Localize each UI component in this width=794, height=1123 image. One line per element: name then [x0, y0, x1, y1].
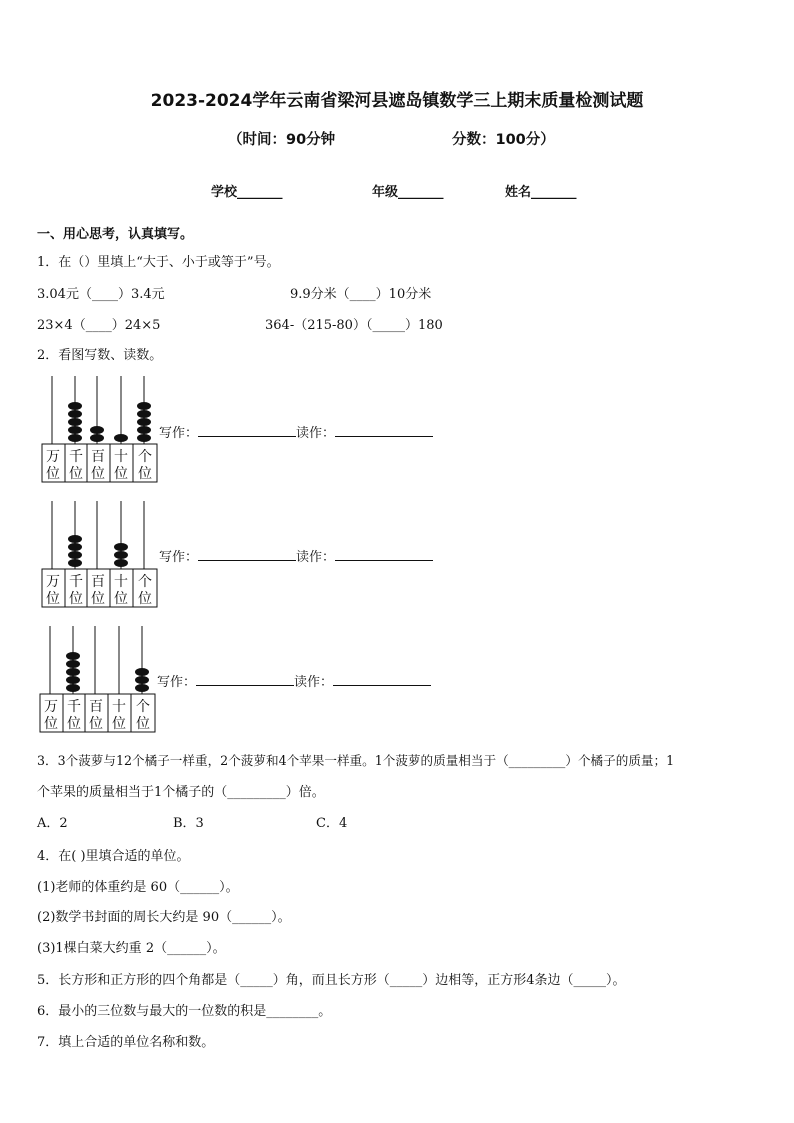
write-blank[interactable]: [196, 673, 294, 686]
q1-item-d[interactable]: 364-（215-80）（_____）180: [265, 318, 443, 333]
svg-text:万: 万: [44, 699, 58, 715]
place-value-labels: [44, 699, 150, 732]
q2-stem: 2．看图写数、读数。: [37, 348, 163, 363]
place-value-labels: [46, 574, 152, 607]
q3-option-a[interactable]: A．2: [37, 816, 68, 831]
grade-field[interactable]: 年级_______: [372, 185, 444, 200]
svg-text:千: 千: [67, 699, 81, 715]
write-label: 写作：: [159, 550, 199, 565]
page-title: 2023-2024学年云南省梁河县遮岛镇数学三上期末质量检测试题: [150, 91, 644, 111]
svg-text:百: 百: [91, 574, 105, 590]
svg-text:十: 十: [112, 699, 126, 715]
read-label: 读作：: [294, 675, 334, 690]
section-heading: 一、用心思考，认真填写。: [37, 227, 194, 242]
svg-text:百: 百: [91, 449, 105, 465]
q7: 7．填上合适的单位名称和数。: [37, 1035, 215, 1050]
svg-text:位: 位: [69, 591, 83, 607]
read-blank[interactable]: [333, 673, 431, 686]
svg-text:个: 个: [138, 449, 152, 465]
q1-stem: 1．在（）里填上“大于、小于或等于”号。: [37, 255, 280, 270]
abacus-2: [40, 497, 162, 609]
name-field[interactable]: 姓名_______: [505, 185, 577, 200]
write-label: 写作：: [157, 675, 197, 690]
svg-text:位: 位: [91, 591, 105, 607]
exam-time: （时间：90分钟: [228, 132, 336, 148]
q1-item-a[interactable]: 3.04元（____）3.4元: [37, 287, 165, 302]
abacus-1: [40, 372, 162, 484]
svg-text:万: 万: [46, 574, 60, 590]
svg-text:位: 位: [46, 591, 60, 607]
abacus-beads: [68, 402, 151, 442]
write-blank[interactable]: [198, 548, 296, 561]
q3-line-2[interactable]: 个苹果的质量相当于1个橘子的（_________）倍。: [37, 785, 325, 800]
read-label: 读作：: [296, 550, 336, 565]
write-label: 写作：: [159, 426, 199, 441]
svg-text:位: 位: [46, 466, 60, 482]
svg-text:位: 位: [44, 716, 58, 732]
q3-line-1[interactable]: 3．3个菠萝与12个橘子一样重，2个菠萝和4个苹果一样重。1个菠萝的质量相当于（_________）个橘子的质量；1: [37, 753, 675, 768]
svg-text:位: 位: [114, 466, 128, 482]
q1-item-c[interactable]: 23×4（____）24×5: [37, 318, 161, 333]
place-value-labels: [46, 449, 152, 482]
svg-text:千: 千: [69, 449, 83, 465]
exam-score: 分数：100分）: [452, 132, 555, 148]
abacus-3: [38, 622, 160, 734]
abacus-rods: [52, 501, 144, 569]
read-blank[interactable]: [335, 424, 433, 437]
q3-option-b[interactable]: B．3: [173, 816, 204, 831]
school-field[interactable]: 学校_______: [211, 185, 283, 200]
svg-text:位: 位: [67, 716, 81, 732]
svg-text:位: 位: [112, 716, 126, 732]
svg-text:千: 千: [69, 574, 83, 590]
svg-text:十: 十: [114, 574, 128, 590]
q1-item-b[interactable]: 9.9分米（____）10分米: [290, 287, 432, 302]
svg-text:十: 十: [114, 449, 128, 465]
read-label: 读作：: [296, 426, 336, 441]
q6[interactable]: 6．最小的三位数与最大的一位数的积是________。: [37, 1004, 332, 1019]
svg-text:个: 个: [136, 699, 150, 715]
write-row-2[interactable]: [159, 546, 433, 565]
svg-text:位: 位: [114, 591, 128, 607]
svg-text:万: 万: [46, 449, 60, 465]
q4-item-2[interactable]: (2)数学书封面的周长大约是 90（______）。: [37, 910, 291, 925]
write-row-1[interactable]: [159, 422, 433, 441]
q4-stem: 4．在( )里填合适的单位。: [37, 849, 190, 864]
svg-text:位: 位: [138, 591, 152, 607]
svg-text:位: 位: [138, 466, 152, 482]
svg-text:位: 位: [136, 716, 150, 732]
q4-item-3[interactable]: (3)1棵白菜大约重 2（______）。: [37, 941, 226, 956]
abacus-beads: [66, 652, 149, 692]
abacus-beads: [68, 535, 128, 567]
write-blank[interactable]: [198, 424, 296, 437]
svg-text:个: 个: [138, 574, 152, 590]
q3-option-c[interactable]: C．4: [316, 816, 348, 831]
svg-text:位: 位: [89, 716, 103, 732]
svg-text:位: 位: [91, 466, 105, 482]
svg-text:位: 位: [69, 466, 83, 482]
abacus-rods: [50, 626, 142, 694]
q4-item-1[interactable]: (1)老师的体重约是 60（______）。: [37, 880, 239, 895]
write-row-3[interactable]: [157, 671, 431, 690]
read-blank[interactable]: [335, 548, 433, 561]
svg-text:百: 百: [89, 699, 103, 715]
q5[interactable]: 5．长方形和正方形的四个角都是（_____）角，而且长方形（_____）边相等，正方形4条边（_____）。: [37, 973, 626, 988]
